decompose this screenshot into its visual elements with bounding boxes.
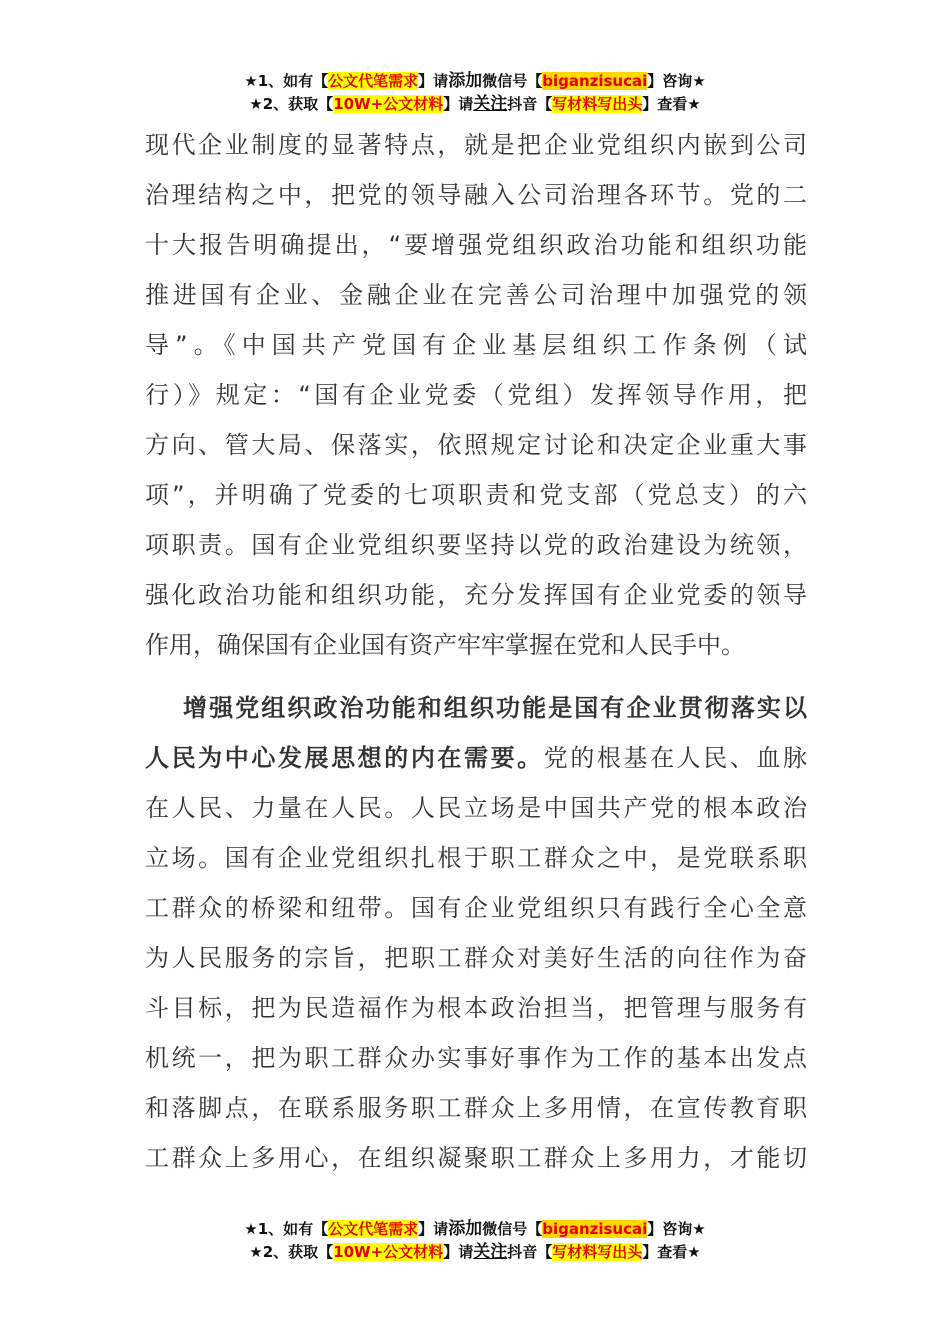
paragraph-line: 行）》规定：“国有企业党委（党组）发挥领导作用，把 [145, 381, 807, 409]
banner-highlight: biganzisucai [542, 72, 648, 90]
paragraph-line: 导”。《中国共产党国有企业基层组织工作条例（试 [145, 331, 807, 359]
paragraph-line: 十大报告明确提出，“要增强党组织政治功能和组织功能 [145, 231, 807, 259]
banner-highlight: 10W+公文材料 [333, 95, 444, 113]
banner-text: 】查看★ [642, 1243, 701, 1261]
banner-highlight: biganzisucai [542, 1220, 648, 1238]
banner-highlight: 写材料写出头 [552, 95, 643, 113]
paragraph-line: 在人民、力量在人民。人民立场是中国共产党的根本政治 [145, 794, 807, 822]
banner-highlight: 公文代笔需求 [328, 72, 419, 90]
paragraph-line: 作用，确保国有企业国有资产牢牢掌握在党和人民手中。 [145, 631, 745, 659]
banner-text: 】请 [418, 1220, 449, 1238]
banner-highlight: 公文代笔需求 [328, 1220, 419, 1238]
paragraph-line: 斗目标，把为民造福作为根本政治担当，把管理与服务有 [145, 994, 807, 1022]
banner-text: 抖音【 [507, 1243, 553, 1261]
banner-text: 】查看★ [642, 95, 701, 113]
banner-emphasis: 添加 [448, 1219, 483, 1239]
bold-lead: 增强党组织政治功能和组织功能是国有企业贯彻落实以 [183, 694, 807, 722]
banner-highlight: 写材料写出头 [552, 1243, 643, 1261]
paragraph-line: 工群众上多用心，在组织凝聚职工群众上多用力，才能切 [145, 1144, 807, 1172]
banner-text: 微信号【 [482, 1220, 543, 1238]
banner-line-2 [0, 93, 950, 116]
paragraph-text: 党的根基在人民、血脉 [543, 744, 807, 772]
document-body [145, 120, 807, 1183]
banner-text: 】咨询★ [647, 72, 706, 90]
paragraph-line: 机统一，把为职工群众办实事好事作为工作的基本出发点 [145, 1044, 807, 1072]
paragraph-heading-line [145, 683, 807, 733]
paragraph-line: 推进国有企业、金融企业在完善公司治理中加强党的领 [145, 281, 807, 309]
paragraph-line: 方向、管大局、保落实，依照规定讨论和决定企业重大事 [145, 431, 807, 459]
banner-text: 】请 [418, 72, 449, 90]
banner-emphasis: 关注 [473, 94, 508, 114]
footer-banner [0, 1218, 950, 1264]
paragraph-line [145, 733, 807, 783]
banner-text: ★1、如有【 [244, 1220, 329, 1238]
banner-text: ★2、获取【 [249, 95, 334, 113]
paragraph-line: 治理结构之中，把党的领导融入公司治理各环节。党的二 [145, 181, 807, 209]
banner-text: 】咨询★ [647, 1220, 706, 1238]
banner-text: 抖音【 [507, 95, 553, 113]
banner-emphasis: 添加 [448, 71, 483, 91]
paragraph-line: 强化政治功能和组织功能，充分发挥国有企业党委的领导 [145, 581, 807, 609]
banner-emphasis: 关注 [473, 1242, 508, 1262]
paragraph-line: 和落脚点，在联系服务职工群众上多用情，在宣传教育职 [145, 1094, 807, 1122]
banner-line-1 [0, 70, 950, 93]
paragraph-line: 为人民服务的宗旨，把职工群众对美好生活的向往作为奋 [145, 944, 807, 972]
paragraph-line: 立场。国有企业党组织扎根于职工群众之中，是党联系职 [145, 844, 807, 872]
banner-text: ★2、获取【 [249, 1243, 334, 1261]
banner-line-1 [0, 1218, 950, 1241]
banner-text: 微信号【 [482, 72, 543, 90]
banner-text: ★1、如有【 [244, 72, 329, 90]
paragraph-line: 现代企业制度的显著特点，就是把企业党组织内嵌到公司 [145, 131, 807, 159]
paragraph-line: 项”，并明确了党委的七项职责和党支部（党总支）的六 [145, 481, 807, 509]
header-banner [0, 70, 950, 116]
banner-highlight: 10W+公文材料 [333, 1243, 444, 1261]
banner-text: 】请 [443, 95, 474, 113]
banner-line-2 [0, 1241, 950, 1264]
banner-text: 】请 [443, 1243, 474, 1261]
paragraph-line: 项职责。国有企业党组织要坚持以党的政治建设为统领， [145, 531, 807, 559]
bold-lead: 人民为中心发展思想的内在需要。 [145, 744, 544, 772]
paragraph-line: 工群众的桥梁和纽带。国有企业党组织只有践行全心全意 [145, 894, 807, 922]
